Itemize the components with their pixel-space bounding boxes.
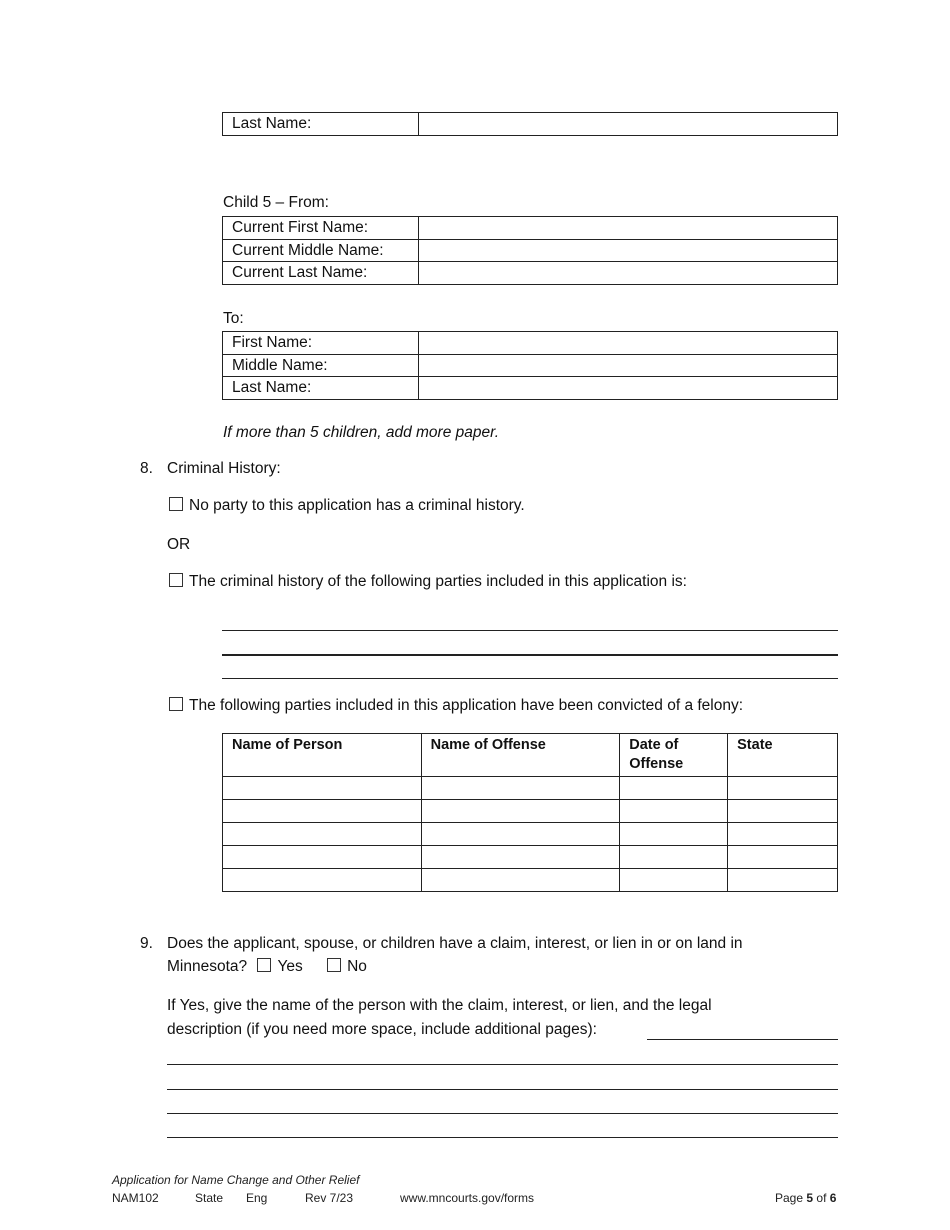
no-checkbox[interactable] [327, 958, 341, 972]
child5-to-table [222, 331, 838, 400]
table-row [223, 846, 838, 869]
offense-date-input[interactable] [620, 800, 727, 822]
person-name-input[interactable] [223, 823, 421, 845]
child5-current-first-name-input[interactable] [419, 217, 837, 238]
no-label: No [347, 958, 367, 975]
offense-name-input[interactable] [422, 846, 620, 868]
offense-date-input[interactable] [620, 869, 727, 891]
header-date-of-offense: Date of Offense [620, 734, 728, 777]
page-of: of [816, 1191, 827, 1205]
last-name-label: Last Name: [223, 113, 419, 136]
no-history-checkbox[interactable] [169, 497, 183, 511]
offense-name-input[interactable] [422, 800, 620, 822]
page-current: 5 [806, 1191, 814, 1205]
child5-current-middle-name-input[interactable] [419, 240, 837, 261]
table-row [223, 869, 838, 892]
offense-name-input[interactable] [422, 869, 620, 891]
child5-first-name-input[interactable] [419, 332, 837, 353]
state-input[interactable] [728, 823, 837, 845]
footer-form-title: Application for Name Change and Other Relief [112, 1173, 360, 1187]
section9-instruction-line1: If Yes, give the name of the person with the claim, interest, or lien, and the legal [167, 997, 712, 1014]
footer-page-number [775, 1191, 836, 1205]
state-input[interactable] [728, 869, 837, 891]
table-row [223, 777, 838, 800]
option-felony-label: The following parties included in this application have been convicted of a felony: [189, 697, 744, 714]
history-line[interactable] [222, 678, 838, 679]
person-name-input[interactable] [223, 869, 421, 891]
yes-label: Yes [277, 958, 303, 975]
history-line[interactable] [222, 654, 838, 656]
page-total: 6 [829, 1191, 837, 1205]
land-description-line[interactable] [167, 1064, 838, 1065]
child5-middle-name-input[interactable] [419, 355, 837, 376]
current-middle-name-label: Current Middle Name: [223, 239, 419, 262]
current-first-name-label: Current First Name: [223, 217, 419, 240]
section9-question-line2 [167, 958, 367, 976]
footer-form-code: NAM102 [112, 1191, 159, 1205]
history-checkbox[interactable] [169, 573, 183, 587]
table-row [223, 823, 838, 846]
option-no-criminal-history [169, 497, 525, 515]
felony-table [222, 733, 838, 892]
land-description-line[interactable] [167, 1137, 838, 1138]
middle-name-label: Middle Name: [223, 354, 419, 377]
offense-date-input[interactable] [620, 823, 727, 845]
land-description-line[interactable] [167, 1113, 838, 1114]
header-name-of-person: Name of Person [223, 734, 422, 777]
question-line2-text: Minnesota? [167, 958, 248, 975]
section9-instruction-line2: description (if you need more space, include additional pages): [167, 1021, 597, 1038]
option-criminal-history [169, 573, 687, 591]
section8-title: Criminal History: [167, 460, 281, 477]
child5-heading: Child 5 – From: [223, 194, 329, 211]
current-last-name-label: Current Last Name: [223, 262, 419, 285]
child5-from-table [222, 216, 838, 285]
table-row [223, 800, 838, 823]
option-history-label: The criminal history of the following parties included in this application is: [189, 573, 687, 590]
child5-to-heading: To: [223, 310, 244, 327]
child4-last-name-input[interactable] [419, 113, 837, 134]
footer-language: Eng [246, 1191, 268, 1205]
state-input[interactable] [728, 777, 837, 799]
header-state: State [728, 734, 838, 777]
yes-checkbox[interactable] [257, 958, 271, 972]
footer-url[interactable]: www.mncourts.gov/forms [400, 1191, 535, 1205]
first-name-label: First Name: [223, 332, 419, 355]
land-description-line[interactable] [647, 1039, 838, 1040]
offense-name-input[interactable] [422, 777, 620, 799]
offense-name-input[interactable] [422, 823, 620, 845]
section9-question-line1: Does the applicant, spouse, or children have a claim, interest, or lien in or on land in [167, 935, 743, 952]
header-name-of-offense: Name of Offense [421, 734, 620, 777]
felony-checkbox[interactable] [169, 697, 183, 711]
state-input[interactable] [728, 846, 837, 868]
last-name-label: Last Name: [223, 377, 419, 400]
child4-to-table [222, 112, 838, 136]
or-text: OR [167, 536, 191, 553]
page-prefix: Page [775, 1191, 804, 1205]
option-none-label: No party to this application has a criminal history. [189, 497, 525, 514]
offense-date-input[interactable] [620, 846, 727, 868]
option-felony [169, 697, 743, 715]
offense-date-input[interactable] [620, 777, 727, 799]
history-line[interactable] [222, 630, 838, 631]
section8-number: 8. [140, 460, 153, 477]
footer-jurisdiction: State [195, 1191, 224, 1205]
land-description-line[interactable] [167, 1089, 838, 1090]
section9-number: 9. [140, 935, 153, 952]
person-name-input[interactable] [223, 777, 421, 799]
footer-revision: Rev 7/23 [305, 1191, 354, 1205]
person-name-input[interactable] [223, 846, 421, 868]
state-input[interactable] [728, 800, 837, 822]
more-children-note: If more than 5 children, add more paper. [223, 424, 499, 441]
child5-last-name-input[interactable] [419, 377, 837, 398]
person-name-input[interactable] [223, 800, 421, 822]
child5-current-last-name-input[interactable] [419, 262, 837, 283]
